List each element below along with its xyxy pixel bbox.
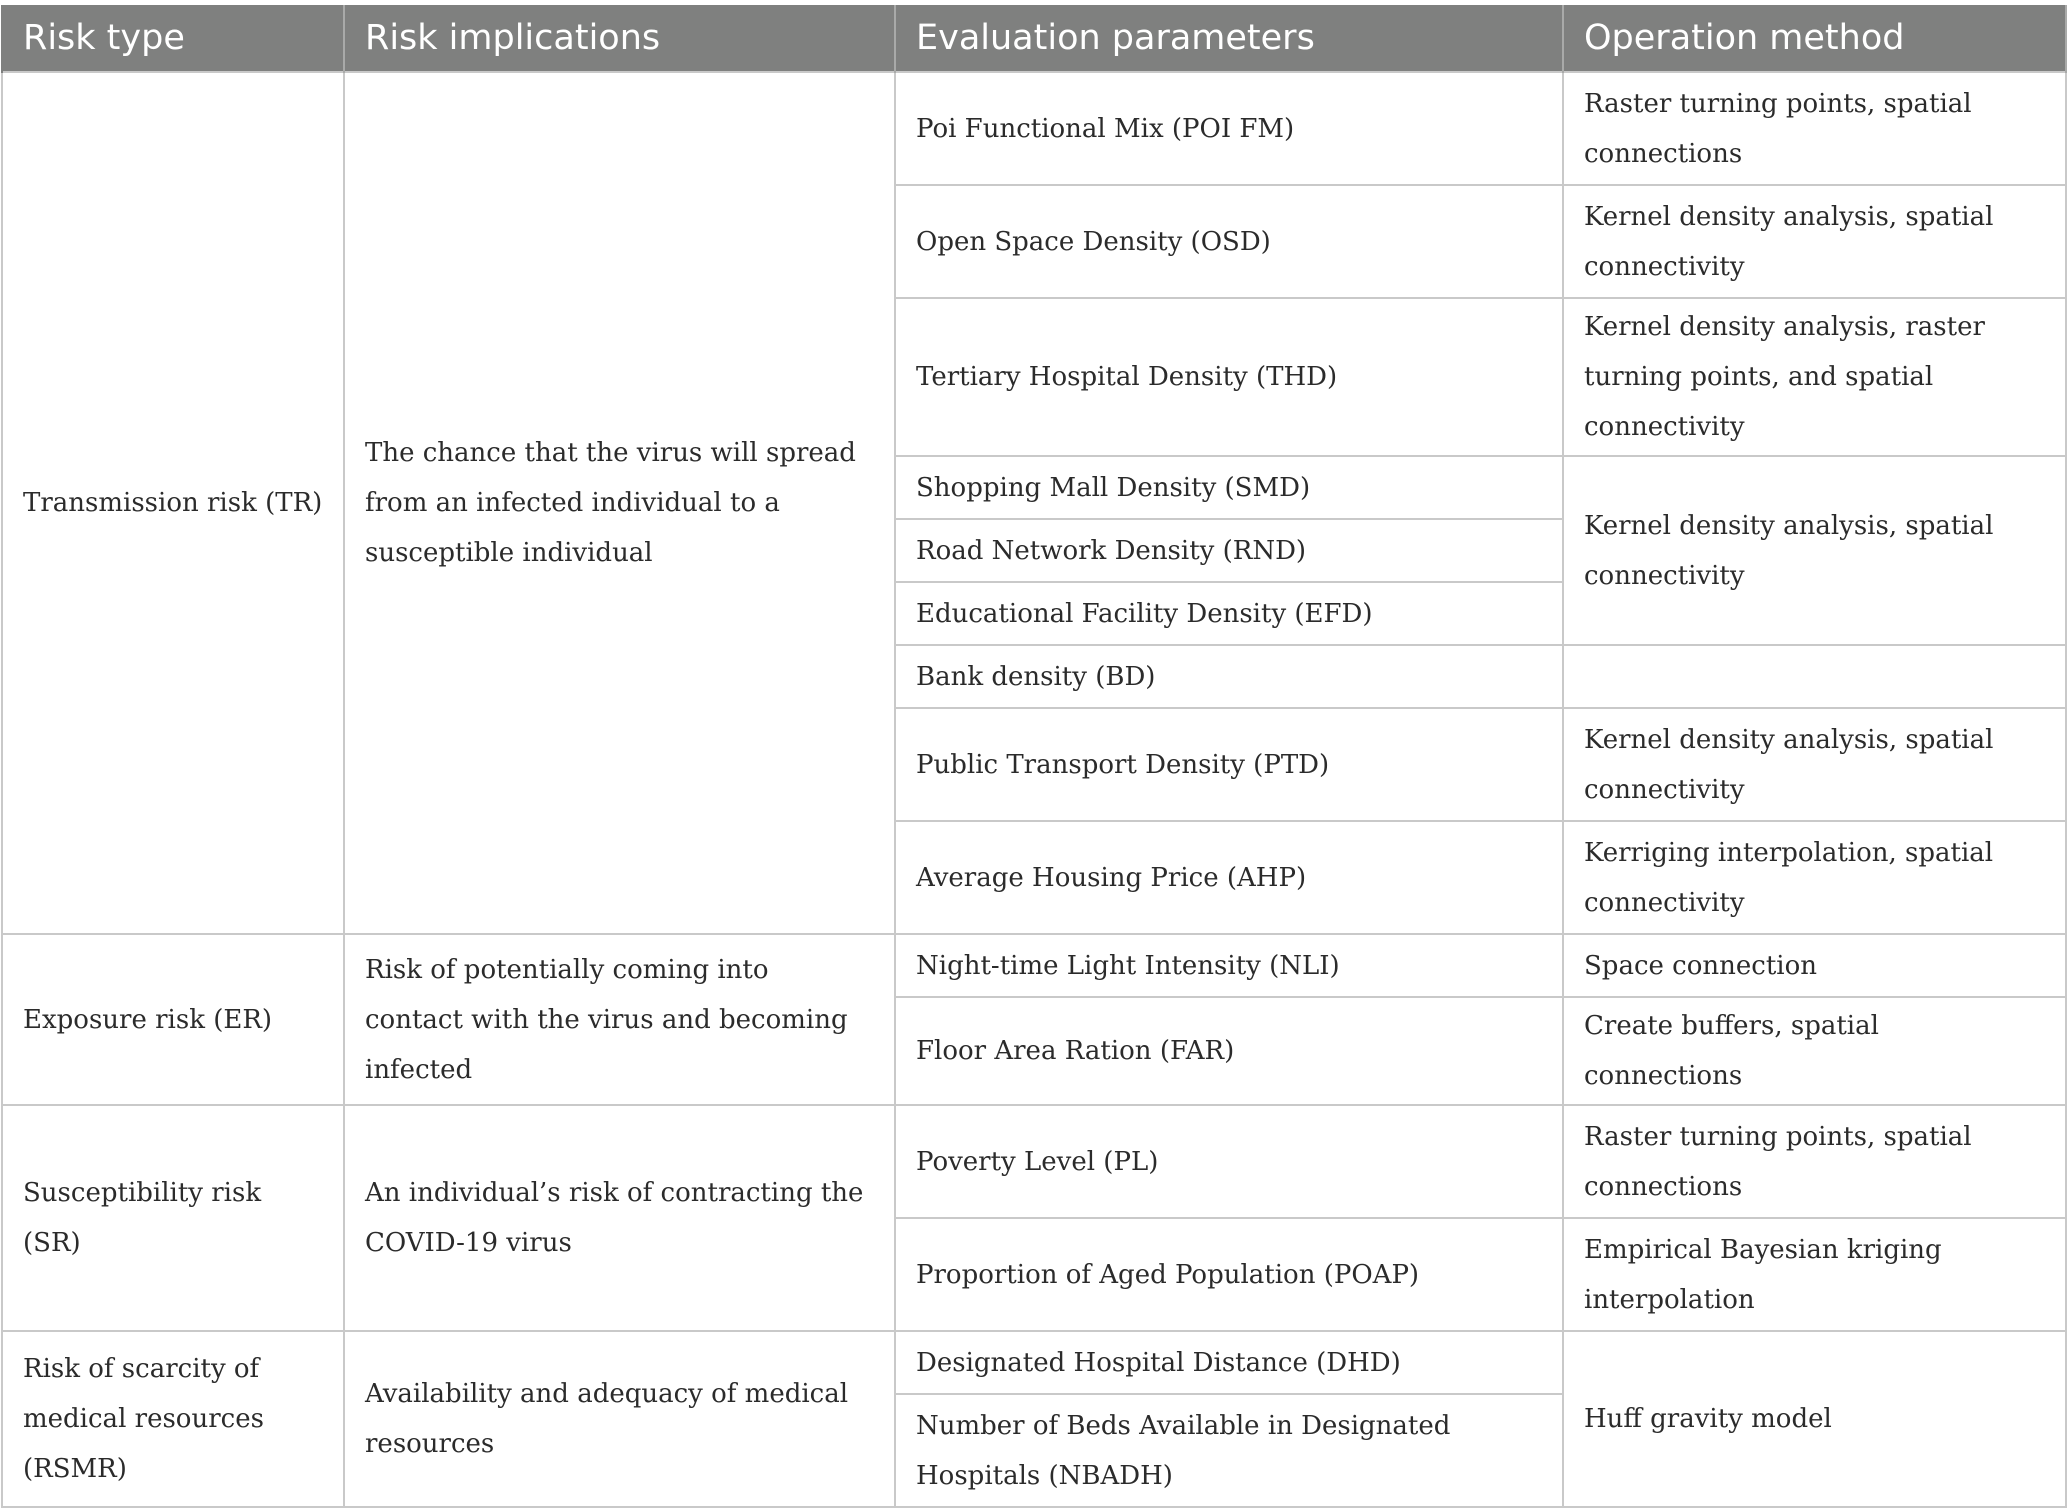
risk-implication-cell: An individual’s risk of contracting the COVID-19 virus: [344, 1105, 895, 1331]
parameter-cell: Road Network Density (RND): [895, 519, 1563, 582]
parameter-cell: Night-time Light Intensity (NLI): [895, 934, 1563, 997]
risk-implication-cell: Availability and adequacy of medical resources: [344, 1331, 895, 1507]
risk-type-cell: Transmission risk (TR): [2, 72, 344, 934]
method-cell: Kernel density analysis, raster turning points, and spatial connectivity: [1563, 298, 2066, 456]
parameter-cell: Poi Functional Mix (POI FM): [895, 72, 1563, 185]
parameter-cell: Number of Beds Available in Designated Hospitals (NBADH): [895, 1394, 1563, 1507]
header-risk-type: Risk type: [2, 5, 344, 72]
risk-type-cell: Risk of scarcity of medical resources (RSMR): [2, 1331, 344, 1507]
method-cell: Empirical Bayesian kriging interpolation: [1563, 1218, 2066, 1331]
risk-implication-cell: The chance that the virus will spread from an infected individual to a susceptible individual: [344, 72, 895, 934]
parameter-cell: Open Space Density (OSD): [895, 185, 1563, 298]
table-row: [2, 72, 2066, 185]
parameter-cell: Shopping Mall Density (SMD): [895, 456, 1563, 519]
method-cell: Kernel density analysis, spatial connectivity: [1563, 456, 2066, 645]
method-cell: Kernel density analysis, spatial connectivity: [1563, 708, 2066, 821]
method-cell: Create buffers, spatial connections: [1563, 997, 2066, 1105]
table-row: [2, 1331, 2066, 1394]
parameter-cell: Poverty Level (PL): [895, 1105, 1563, 1218]
header-evaluation-parameters: Evaluation parameters: [895, 5, 1563, 72]
parameter-cell: Floor Area Ration (FAR): [895, 997, 1563, 1105]
risk-type-cell: Exposure risk (ER): [2, 934, 344, 1105]
parameter-cell: Bank density (BD): [895, 645, 1563, 708]
risk-type-cell: Susceptibility risk (SR): [2, 1105, 344, 1331]
table-row: [2, 934, 2066, 997]
parameter-cell: Public Transport Density (PTD): [895, 708, 1563, 821]
method-cell: [1563, 645, 2066, 708]
method-cell: Raster turning points, spatial connections: [1563, 1105, 2066, 1218]
parameter-cell: Average Housing Price (AHP): [895, 821, 1563, 934]
header-risk-implications: Risk implications: [344, 5, 895, 72]
parameter-cell: Tertiary Hospital Density (THD): [895, 298, 1563, 456]
header-row: [2, 5, 2066, 72]
method-cell: Raster turning points, spatial connections: [1563, 72, 2066, 185]
parameter-cell: Designated Hospital Distance (DHD): [895, 1331, 1563, 1394]
method-cell: Huff gravity model: [1563, 1331, 2066, 1507]
method-cell: Kerriging interpolation, spatial connectivity: [1563, 821, 2066, 934]
method-cell: Kernel density analysis, spatial connectivity: [1563, 185, 2066, 298]
risk-evaluation-table: [1, 5, 2067, 1508]
header-operation-method: Operation method: [1563, 5, 2066, 72]
table-row: [2, 1105, 2066, 1218]
risk-implication-cell: Risk of potentially coming into contact with the virus and becoming infected: [344, 934, 895, 1105]
parameter-cell: Educational Facility Density (EFD): [895, 582, 1563, 645]
parameter-cell: Proportion of Aged Population (POAP): [895, 1218, 1563, 1331]
method-cell: Space connection: [1563, 934, 2066, 997]
